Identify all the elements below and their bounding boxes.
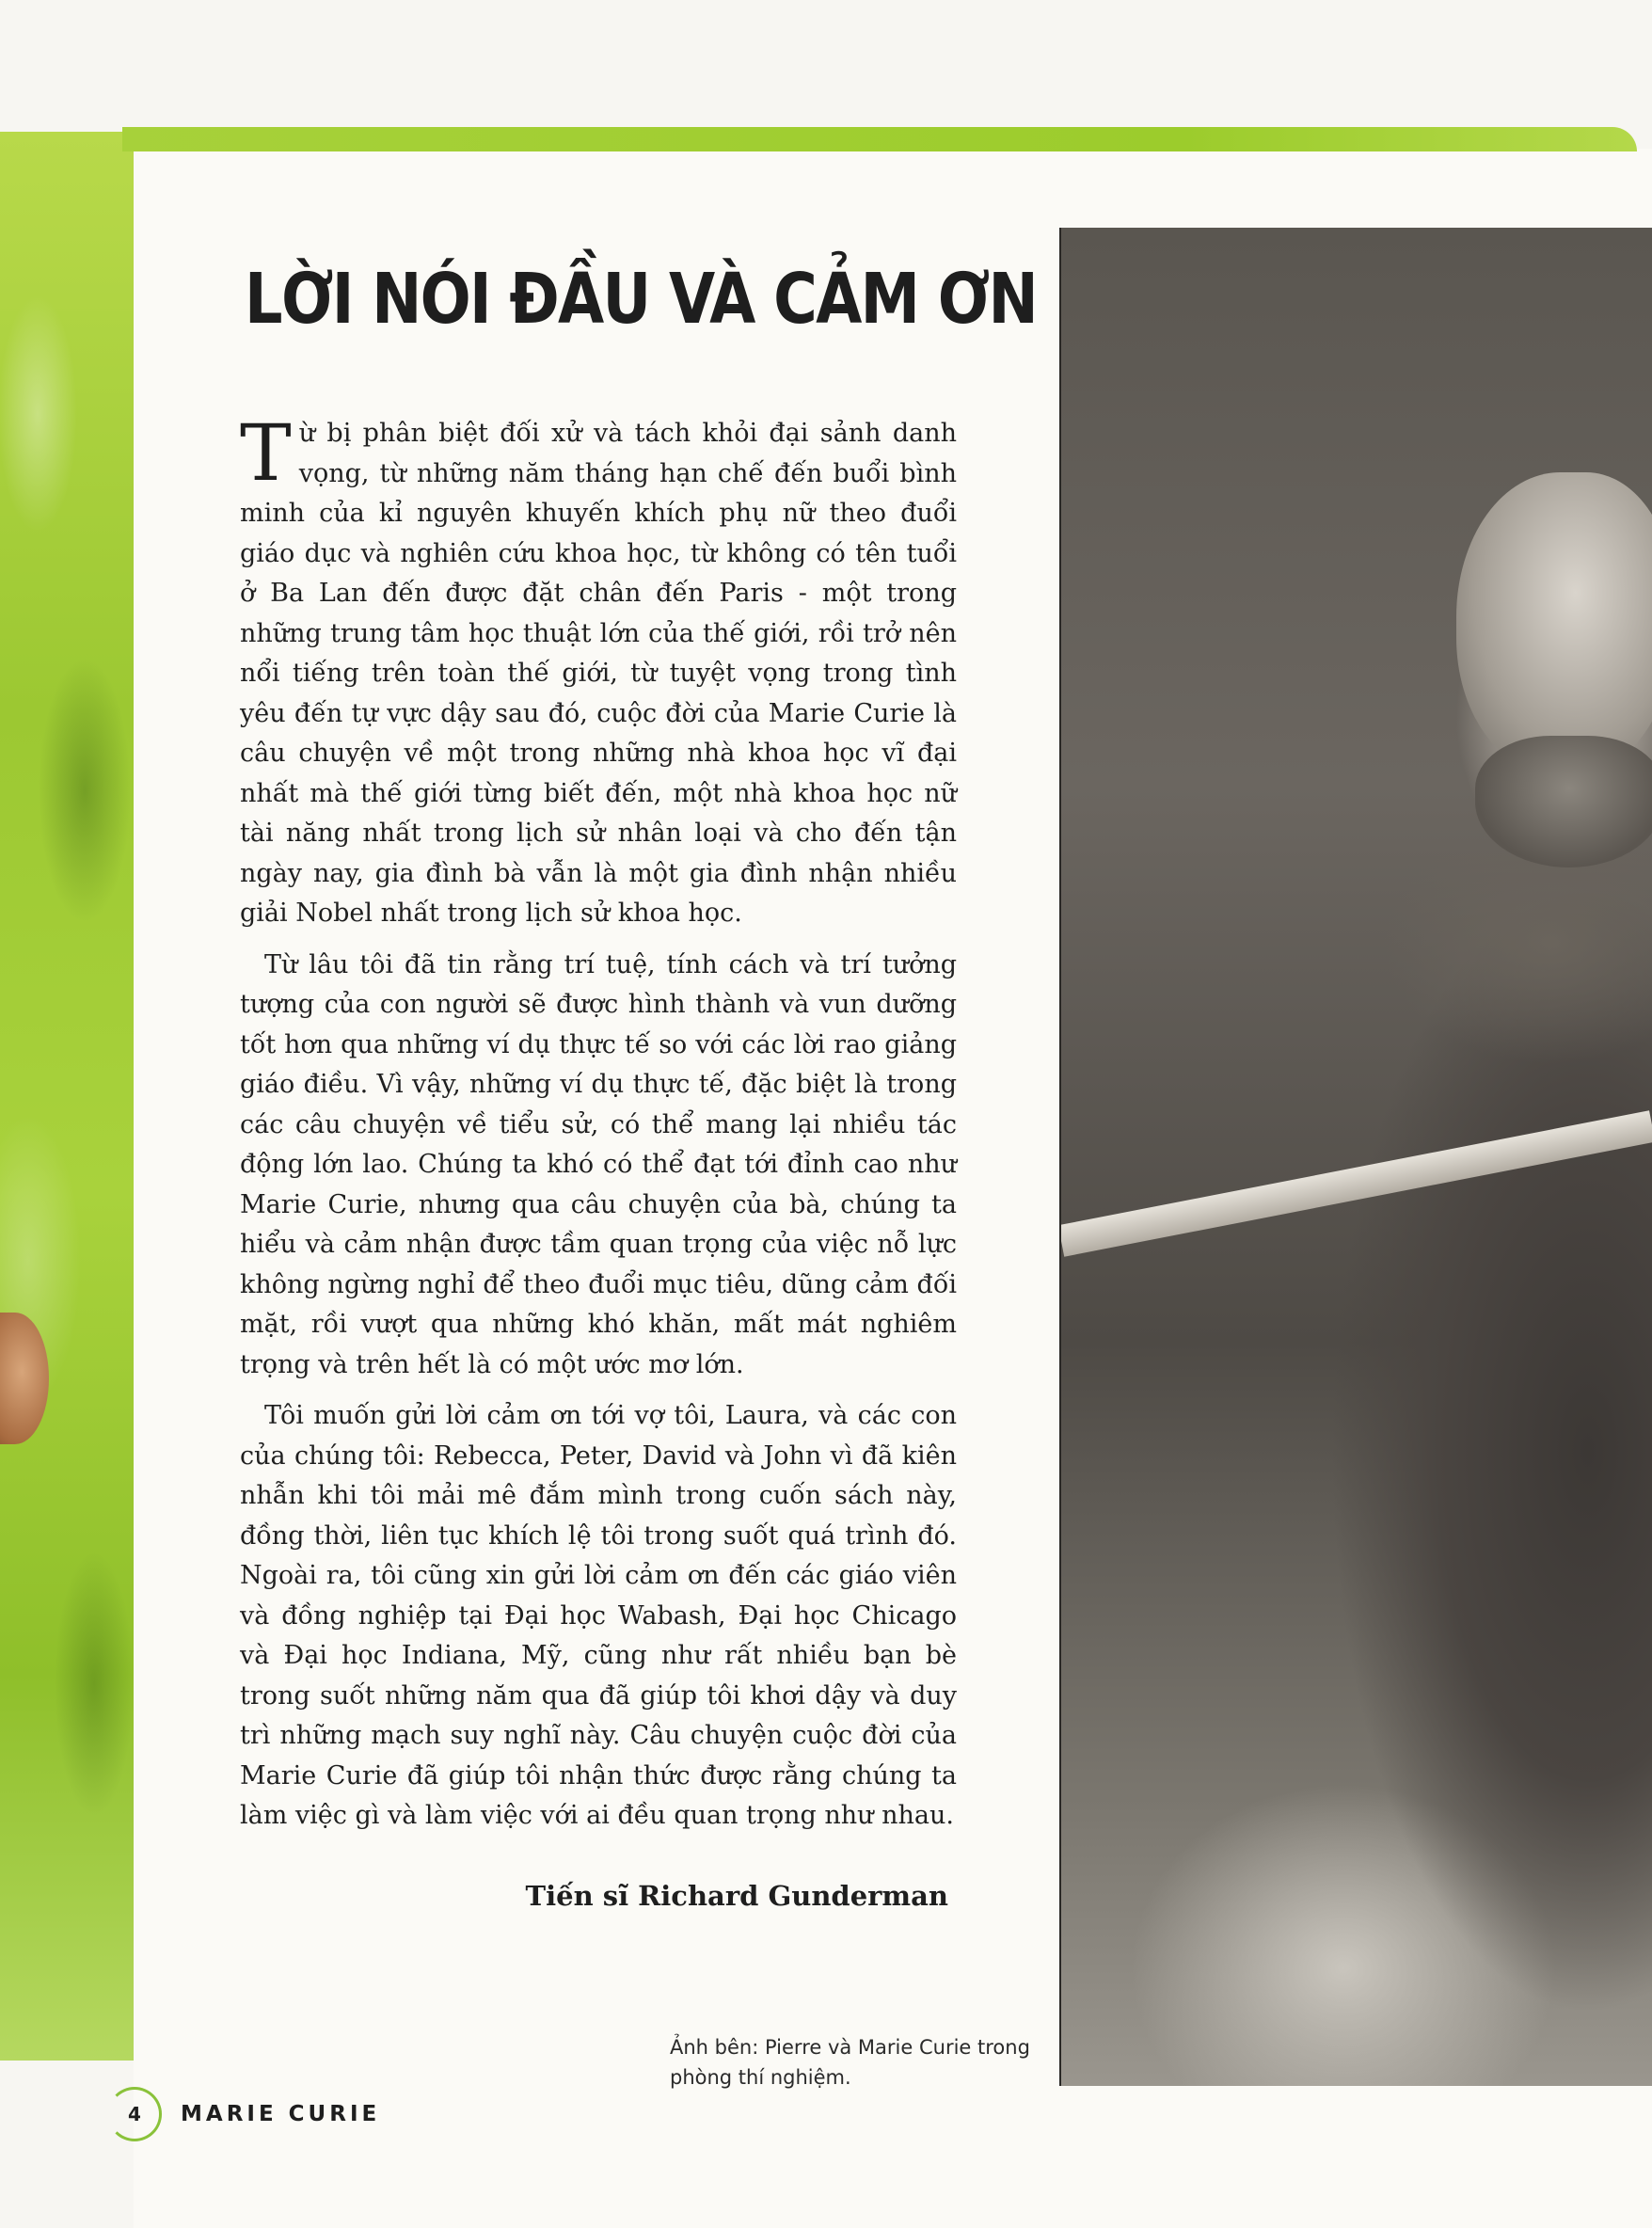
paragraph-2: Từ lâu tôi đã tin rằng trí tuệ, tính cách và trí tưởng tượng của con người sẽ được hình thành và vun dưỡng tốt hơn qua những ví dụ thực tế so với các lời rao giảng giáo điều. Vì vậy, những ví dụ thực tế, đặc biệt là trong các câu chuyện về tiểu sử, có thể mang lại nhiều tác động lớn lao. Chúng ta khó có thể đạt tới đỉnh cao như Marie Curie, nhưng qua câu chuyện của bà, chúng ta hiểu và cảm nhận được tầm quan trọng của việc nỗ lực không ngừng nghỉ để theo đuổi mục tiêu, dũng cảm đối mặt, rồi vượt qua những khó khăn, mất mát nghiêm trọng và trên hết là có một ước mơ lớn. bbox=[240, 949, 957, 1379]
page-folio bbox=[107, 2091, 380, 2138]
photo-lab-rod bbox=[1059, 1110, 1652, 1256]
author-signature: Tiến sĩ Richard Gunderman bbox=[525, 1880, 948, 1912]
paragraph-1 bbox=[240, 409, 957, 934]
photo-beard bbox=[1475, 736, 1652, 867]
page-title: LỜI NÓI ĐẦU VÀ CẢM ƠN bbox=[245, 259, 1038, 340]
decorative-green-top-border bbox=[122, 127, 1637, 151]
photo-caption: Ảnh bên: Pierre và Marie Curie trong phòng thí nghiệm. bbox=[670, 2036, 1030, 2089]
paragraph-1-text: ừ bị phân biệt đối xử và tách khỏi đại sảnh danh vọng, từ những năm tháng hạn chế đến buổi bình minh của kỉ nguyên khuyến khích phụ nữ theo đuổi giáo dục và nghiên cứu khoa học, từ không có tên tuổi ở Ba Lan đến được đặt chân đến Paris - một trong những trung tâm học thuật lớn của thế giới, rồi trở nên nổi tiếng trên toàn thế giới, từ tuyệt vọng trong tình yêu đến tự vực dậy sau đó, cuộc đời của Marie Curie là câu chuyện về một trong những nhà khoa học vĩ đại nhất mà thế giới từng biết đến, một nhà khoa học nữ tài năng nhất trong lịch sử nhân loại và cho đến tận ngày nay, gia đình bà vẫn là một gia đình nhận nhiều giải Nobel nhất trong lịch sử khoa học. bbox=[240, 419, 957, 928]
dropcap: T bbox=[240, 409, 292, 499]
photo-pierre-marie-curie bbox=[1059, 228, 1652, 2086]
running-title: MARIE CURIE bbox=[181, 2102, 381, 2126]
photo-face bbox=[1456, 472, 1652, 773]
paragraph-3: Tôi muốn gửi lời cảm ơn tới vợ tôi, Laura, và các con của chúng tôi: Rebecca, Peter, David và John vì đã kiên nhẫn khi tôi mải mê đắm mình trong cuốn sách này, đồng thời, liên tục khích lệ tôi trong suốt quá trình đó. Ngoài ra, tôi cũng xin gửi lời cảm ơn đến các giáo viên và đồng nghiệp tại Đại học Wabash, Đại học Chicago và Đại học Indiana, Mỹ, cũng như rất nhiều bạn bè trong suốt những năm qua đã giúp tôi khơi dậy và duy trì những mạch suy nghĩ này. Câu chuyện cuộc đời của Marie Curie đã giúp tôi nhận thức được rằng chúng ta làm việc gì và làm việc với ai đều quan trọng như nhau. bbox=[240, 1401, 957, 1830]
body-text bbox=[240, 409, 957, 1848]
decorative-green-band bbox=[0, 132, 136, 2061]
page-number: 4 bbox=[107, 2087, 162, 2141]
